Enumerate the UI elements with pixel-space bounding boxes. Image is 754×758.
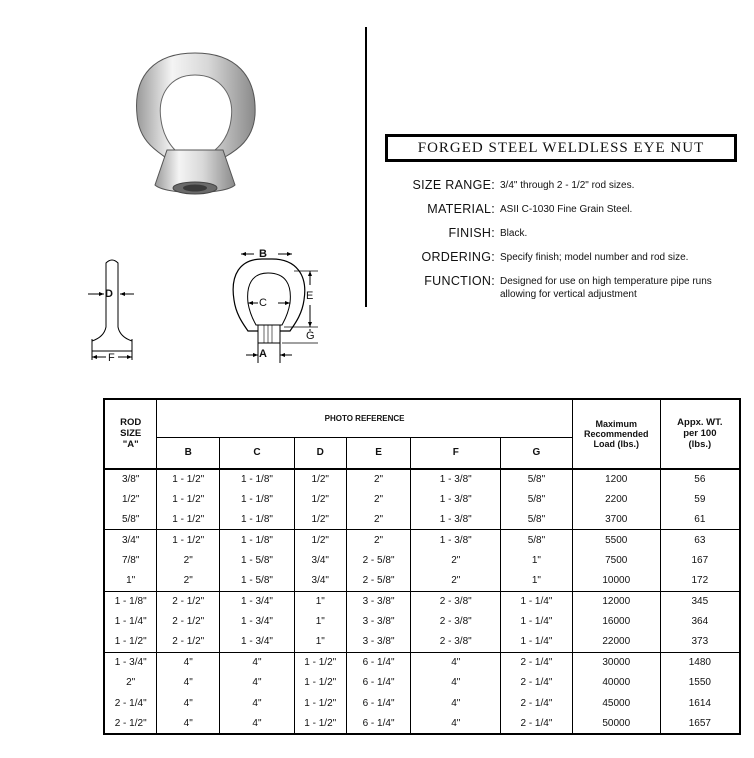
table-cell: 1" bbox=[501, 571, 573, 591]
table-cell: 1 - 1/8" bbox=[220, 469, 295, 489]
spec-function bbox=[380, 274, 740, 301]
table-cell: 2" bbox=[346, 489, 411, 509]
spec-label: FUNCTION: bbox=[424, 274, 495, 288]
table-cell: 2 - 3/8" bbox=[411, 611, 501, 631]
table-cell: 2 - 1/2" bbox=[157, 591, 220, 611]
table-cell: 4" bbox=[220, 714, 295, 734]
table-cell: 1" bbox=[104, 571, 157, 591]
table-cell: 1 - 3/4" bbox=[220, 611, 295, 631]
table-cell: 1200 bbox=[572, 469, 660, 489]
dim-label-d: D bbox=[105, 288, 113, 300]
table-cell: 1 - 1/2" bbox=[294, 652, 346, 672]
table-cell: 4" bbox=[157, 714, 220, 734]
header-col-d: D bbox=[294, 437, 346, 469]
table-cell: 1 - 1/2" bbox=[104, 632, 157, 652]
header-text: Recommended bbox=[583, 428, 649, 439]
table-cell: 4" bbox=[157, 693, 220, 713]
spec-size-range bbox=[380, 178, 740, 192]
table-cell: 4" bbox=[157, 652, 220, 672]
header-col-b: B bbox=[157, 437, 220, 469]
table-cell: 1 - 1/2" bbox=[294, 693, 346, 713]
table-cell: 364 bbox=[660, 611, 740, 631]
table-cell: 4" bbox=[411, 673, 501, 693]
table-cell: 1 - 1/4" bbox=[501, 591, 573, 611]
spec-value: Black. bbox=[500, 228, 528, 239]
table-cell: 2 - 1/2" bbox=[104, 714, 157, 734]
table-cell: 5500 bbox=[572, 530, 660, 550]
table-cell: 4" bbox=[411, 652, 501, 672]
spec-value: Designed for use on high temperature pipe runs allowing for vertical adjustment bbox=[500, 276, 712, 300]
table-cell: 2 - 1/2" bbox=[157, 611, 220, 631]
header-photo-reference: PHOTO REFERENCE bbox=[157, 399, 572, 437]
header-text: Maximum bbox=[595, 418, 638, 429]
table-cell: 2 - 1/4" bbox=[501, 652, 573, 672]
table-cell: 172 bbox=[660, 571, 740, 591]
table-cell: 2" bbox=[157, 571, 220, 591]
table-row bbox=[104, 632, 740, 652]
spec-label: SIZE RANGE: bbox=[412, 178, 495, 192]
table-cell: 61 bbox=[660, 509, 740, 529]
header-text: "A" bbox=[122, 439, 139, 451]
spec-label: ORDERING: bbox=[421, 250, 495, 264]
table-cell: 2 - 3/8" bbox=[411, 591, 501, 611]
header-rod-size bbox=[104, 399, 157, 469]
table-row bbox=[104, 550, 740, 570]
table-cell: 1 - 1/8" bbox=[220, 509, 295, 529]
divider-line bbox=[365, 27, 367, 307]
spec-ordering bbox=[380, 250, 740, 264]
table-row bbox=[104, 693, 740, 713]
table-cell: 16000 bbox=[572, 611, 660, 631]
table-cell: 1/2" bbox=[294, 509, 346, 529]
table-cell: 7/8" bbox=[104, 550, 157, 570]
table-cell: 2 - 1/2" bbox=[157, 632, 220, 652]
dim-label-c: C bbox=[259, 297, 267, 309]
table-cell: 2200 bbox=[572, 489, 660, 509]
table-cell: 5/8" bbox=[501, 530, 573, 550]
table-cell: 4" bbox=[411, 714, 501, 734]
table-cell: 1" bbox=[294, 632, 346, 652]
table-cell: 7500 bbox=[572, 550, 660, 570]
dimension-table bbox=[103, 398, 741, 735]
table-cell: 167 bbox=[660, 550, 740, 570]
table-cell: 1 - 5/8" bbox=[220, 571, 295, 591]
table-cell: 1" bbox=[294, 611, 346, 631]
table-cell: 2 - 5/8" bbox=[346, 571, 411, 591]
table-cell: 2 - 1/4" bbox=[104, 693, 157, 713]
dim-label-e: E bbox=[306, 290, 314, 302]
table-row bbox=[104, 530, 740, 550]
table-row bbox=[104, 611, 740, 631]
table-cell: 2 - 3/8" bbox=[411, 632, 501, 652]
table-cell: 1 - 1/8" bbox=[104, 591, 157, 611]
table-cell: 1 - 1/4" bbox=[501, 632, 573, 652]
table-cell: 5/8" bbox=[501, 469, 573, 489]
table-cell: 2 - 1/4" bbox=[501, 693, 573, 713]
table-cell: 345 bbox=[660, 591, 740, 611]
table-cell: 6 - 1/4" bbox=[346, 693, 411, 713]
table-row bbox=[104, 714, 740, 734]
table-cell: 5/8" bbox=[501, 489, 573, 509]
table-cell: 2" bbox=[157, 550, 220, 570]
spec-finish bbox=[380, 226, 740, 240]
table-cell: 1 - 1/2" bbox=[157, 469, 220, 489]
table-cell: 1550 bbox=[660, 673, 740, 693]
table-cell: 2" bbox=[346, 469, 411, 489]
header-col-g: G bbox=[501, 437, 573, 469]
header-text: Load (lbs.) bbox=[593, 438, 639, 449]
table-cell: 3/4" bbox=[294, 550, 346, 570]
header-text: SIZE bbox=[120, 428, 142, 440]
table-cell: 1 - 1/8" bbox=[220, 489, 295, 509]
spec-value: ASII C-1030 Fine Grain Steel. bbox=[500, 204, 633, 215]
side-profile-diagram bbox=[80, 255, 145, 365]
header-weight bbox=[660, 399, 740, 469]
table-cell: 3/4" bbox=[294, 571, 346, 591]
table-cell: 1" bbox=[294, 591, 346, 611]
table-cell: 1/2" bbox=[294, 489, 346, 509]
table-cell: 2" bbox=[411, 571, 501, 591]
table-cell: 4" bbox=[220, 673, 295, 693]
front-dimension-diagram bbox=[220, 245, 325, 365]
table-cell: 4" bbox=[411, 693, 501, 713]
table-cell: 12000 bbox=[572, 591, 660, 611]
dim-label-f: F bbox=[108, 352, 115, 364]
table-cell: 5/8" bbox=[501, 509, 573, 529]
header-text: (lbs.) bbox=[688, 439, 712, 451]
table-cell: 2" bbox=[346, 530, 411, 550]
table-cell: 2" bbox=[411, 550, 501, 570]
table-cell: 3/8" bbox=[104, 469, 157, 489]
table-cell: 1480 bbox=[660, 652, 740, 672]
table-cell: 3/4" bbox=[104, 530, 157, 550]
dim-label-g: G bbox=[306, 330, 315, 342]
table-cell: 1/2" bbox=[294, 530, 346, 550]
table-row bbox=[104, 652, 740, 672]
table-cell: 1/2" bbox=[294, 469, 346, 489]
table-cell: 1 - 1/2" bbox=[157, 530, 220, 550]
table-cell: 373 bbox=[660, 632, 740, 652]
header-col-f: F bbox=[411, 437, 501, 469]
table-cell: 1 - 3/4" bbox=[220, 591, 295, 611]
table-cell: 3 - 3/8" bbox=[346, 591, 411, 611]
table-cell: 1657 bbox=[660, 714, 740, 734]
table-cell: 1 - 1/4" bbox=[501, 611, 573, 631]
table-cell: 5/8" bbox=[104, 509, 157, 529]
table-cell: 1 - 1/4" bbox=[104, 611, 157, 631]
table-cell: 1 - 1/8" bbox=[220, 530, 295, 550]
table-cell: 1/2" bbox=[104, 489, 157, 509]
table-cell: 1" bbox=[501, 550, 573, 570]
table-cell: 2 - 1/4" bbox=[501, 714, 573, 734]
table-cell: 1 - 3/8" bbox=[411, 489, 501, 509]
table-cell: 59 bbox=[660, 489, 740, 509]
dim-label-a: A bbox=[259, 348, 267, 360]
header-text: per 100 bbox=[683, 428, 717, 440]
product-title: FORGED STEEL WELDLESS EYE NUT bbox=[385, 134, 737, 162]
table-cell: 63 bbox=[660, 530, 740, 550]
table-cell: 40000 bbox=[572, 673, 660, 693]
table-cell: 1 - 1/2" bbox=[157, 509, 220, 529]
table-cell: 56 bbox=[660, 469, 740, 489]
table-cell: 4" bbox=[157, 673, 220, 693]
spec-label: FINISH: bbox=[448, 226, 495, 240]
spec-material bbox=[380, 202, 740, 216]
eye-nut-illustration bbox=[125, 45, 265, 205]
table-row bbox=[104, 509, 740, 529]
table-row bbox=[104, 489, 740, 509]
table-cell: 2" bbox=[104, 673, 157, 693]
table-cell: 1 - 1/2" bbox=[294, 673, 346, 693]
header-col-c: C bbox=[220, 437, 295, 469]
table-row bbox=[104, 571, 740, 591]
table-cell: 2 - 5/8" bbox=[346, 550, 411, 570]
table-row bbox=[104, 469, 740, 489]
table-cell: 6 - 1/4" bbox=[346, 673, 411, 693]
table-row bbox=[104, 591, 740, 611]
table-cell: 1 - 3/4" bbox=[220, 632, 295, 652]
table-cell: 1 - 1/2" bbox=[294, 714, 346, 734]
table-cell: 4" bbox=[220, 652, 295, 672]
dim-label-b: B bbox=[259, 248, 267, 260]
table-cell: 30000 bbox=[572, 652, 660, 672]
table-cell: 22000 bbox=[572, 632, 660, 652]
table-cell: 6 - 1/4" bbox=[346, 714, 411, 734]
table-cell: 3 - 3/8" bbox=[346, 632, 411, 652]
table-cell: 2 - 1/4" bbox=[501, 673, 573, 693]
table-cell: 1 - 3/8" bbox=[411, 509, 501, 529]
spec-label: MATERIAL: bbox=[427, 202, 495, 216]
table-cell: 1614 bbox=[660, 693, 740, 713]
table-cell: 1 - 3/4" bbox=[104, 652, 157, 672]
header-text: ROD bbox=[120, 417, 142, 429]
table-cell: 50000 bbox=[572, 714, 660, 734]
table-cell: 3700 bbox=[572, 509, 660, 529]
header-col-e: E bbox=[346, 437, 411, 469]
header-text: Appx. WT. bbox=[677, 417, 723, 429]
table-cell: 10000 bbox=[572, 571, 660, 591]
table-cell: 6 - 1/4" bbox=[346, 652, 411, 672]
table-cell: 1 - 1/2" bbox=[157, 489, 220, 509]
table-cell: 3 - 3/8" bbox=[346, 611, 411, 631]
table-cell: 1 - 3/8" bbox=[411, 530, 501, 550]
spec-value: 3/4" through 2 - 1/2" rod sizes. bbox=[500, 180, 635, 191]
table-cell: 4" bbox=[220, 693, 295, 713]
table-body bbox=[104, 469, 740, 735]
table-cell: 2" bbox=[346, 509, 411, 529]
table-cell: 45000 bbox=[572, 693, 660, 713]
header-max-load bbox=[572, 399, 660, 469]
spec-value: Specify finish; model number and rod size. bbox=[500, 252, 689, 263]
table-cell: 1 - 3/8" bbox=[411, 469, 501, 489]
table-cell: 1 - 5/8" bbox=[220, 550, 295, 570]
table-row bbox=[104, 673, 740, 693]
